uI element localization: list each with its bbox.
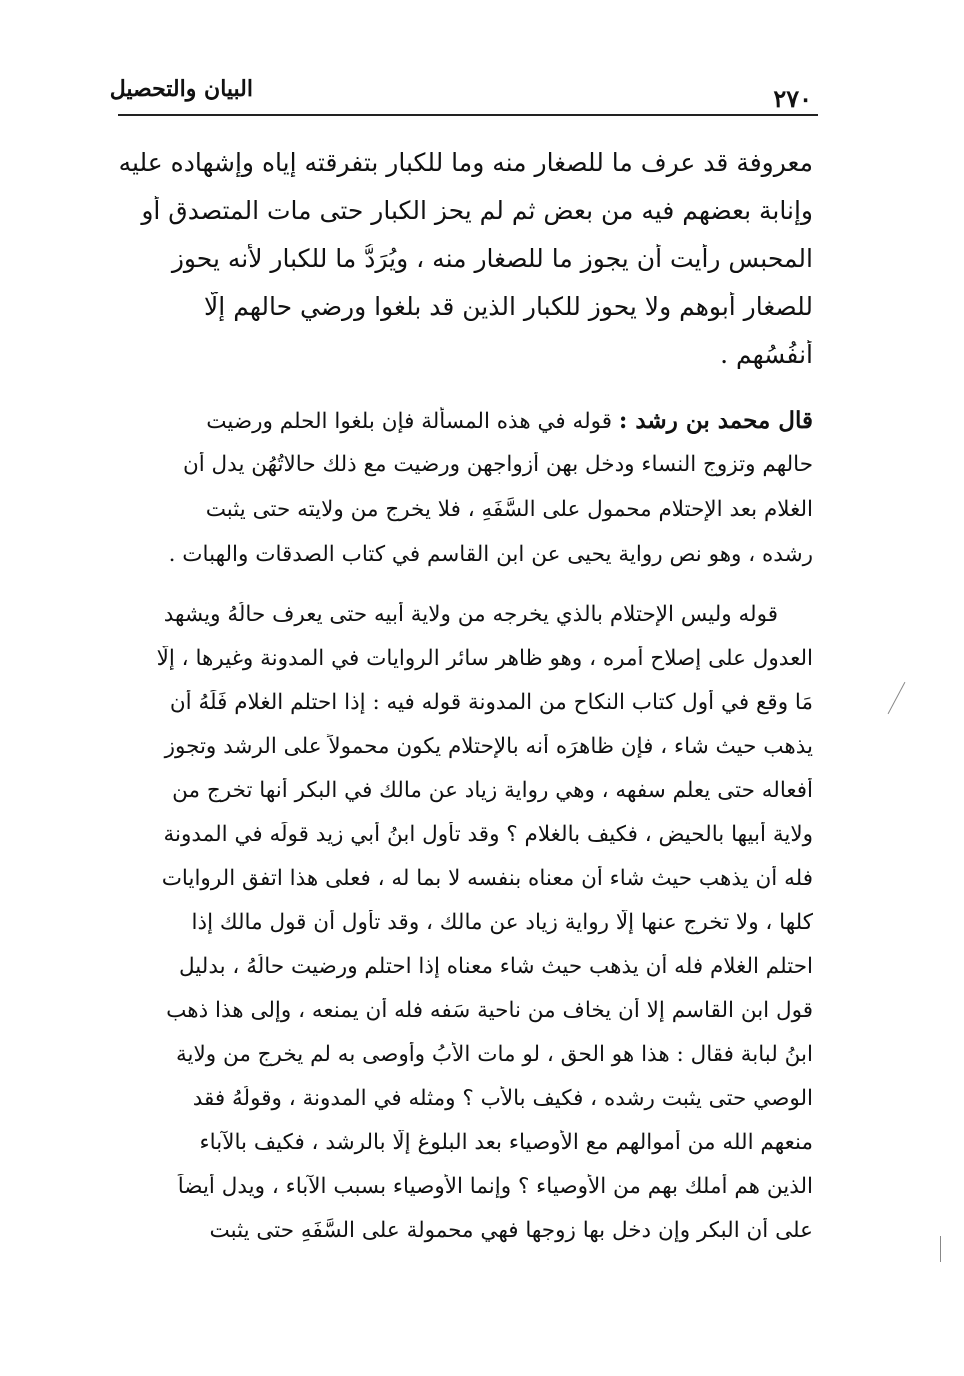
- text-line: منعهم الله من أموالهم مع الأوصياء بعد البلوغ إلّا بالرشد ، فكيف بالآباء: [199, 1130, 813, 1155]
- text-line: يذهب حيث شاء ، فإن ظاهرَه أنه بالإحتلام يكون محمولاً على الرشد وتجوز: [164, 734, 813, 759]
- text-line: مَا وقع في أول كتاب النكاح من المدونة قوله فيه : إذا احتلم الغلام فَلَهُ أن: [169, 690, 813, 715]
- text-line: أنفُسُهم .: [720, 340, 813, 369]
- text-line: أفعاله حتى يعلم سفهه ، وهي رواية زياد عن مالك في البكر أنها تخرج من: [172, 778, 813, 803]
- text-line: الذين هم أملك بهم من الأوصياء ؟ وإنما الأوصياء بسبب الآباء ، ويدل أيضاً: [177, 1174, 813, 1199]
- author-lead: قال محمد بن رشد :: [618, 407, 813, 434]
- text-line: ولاية أبيها بالحيض ، فكيف بالغلام ؟ وقد تأول ابنُ أبي زيد قولَه في المدونة: [163, 822, 813, 847]
- page-number: ٢٧٠: [773, 84, 812, 113]
- text-line: قول ابن القاسم إلا أن يخاف من ناحية سَفه فله أن يمنعه ، وإلى هذا ذهب: [166, 998, 813, 1023]
- header-rule: [118, 114, 818, 116]
- text-line-rest: قوله في هذه المسألة فإن بلغوا الحلم ورضيت: [206, 409, 613, 434]
- text-line: فله أن يذهب حيث شاء أن معناه بنفسه لا بما له ، فعلى هذا اتفق الروايات: [161, 866, 813, 891]
- text-line: الوصي حتى يثبت رشده ، فكيف بالأب ؟ ومثله في المدونة ، وقولُهُ فقد: [192, 1086, 813, 1111]
- text-line: رشده ، وهو نص رواية يحيى عن ابن القاسم في كتاب الصدقات والهبات .: [168, 542, 813, 567]
- text-line: على أن البكر وإن دخل بها زوجها فهي محمولة على السَّفَهِ حتى يثبت: [209, 1218, 813, 1243]
- text-line: العدول على إصلاح أمره ، وهو ظاهر سائر الروايات في المدونة وغيرها ، إلّا: [156, 646, 813, 671]
- text-line: كلها ، ولا تخرج عنها إلّا رواية زياد عن مالك ، وقد تأول أن قول مالك إذا: [191, 910, 813, 935]
- text-line: وإنابة بعضهم فيه من بعض ثم لم يحز الكبار حتى مات المتصدق أو: [141, 196, 813, 225]
- page-header: [109, 70, 818, 118]
- text-line: حالهم وتزوج النساء ودخل بهن أزواجهن ورضيت مع ذلك حالاتُهُن يدل أن: [182, 452, 813, 477]
- text-line: ابنُ لبابة فقال : هذا هو الحق ، لو مات الأبُ وأوصى به لم يخرج من ولاية: [175, 1042, 813, 1067]
- running-title: البيان والتحصيل: [109, 76, 253, 102]
- text-line: للصغار أبوهم ولا يحوز للكبار الذين قد بلغوا ورضي حالهم إلّا: [204, 292, 813, 321]
- scan-mark: [888, 682, 906, 714]
- text-line: [118, 407, 813, 434]
- scan-mark: [940, 1236, 941, 1262]
- text-line: احتلم الغلام فله أن يذهب حيث شاء معناه إذا احتلم ورضيت حالُهُ ، بدليل: [179, 954, 813, 979]
- text-line: معروفة قد عرف ما للصغار منه وما للكبار بتفرقته إياه وإشهاده عليه: [118, 148, 813, 177]
- text-line: قوله وليس الإحتلام بالذي يخرجه من ولاية أبيه حتى يعرف حالُهُ ويشهد: [163, 602, 778, 627]
- text-line: الغلام بعد الإحتلام محمول على السَّفَهِ ، فلا يخرج من ولايته حتى يثبت: [205, 497, 813, 522]
- text-line: المحبس رأيت أن يجوز ما للصغار منه ، ويُرَدُّ ما للكبار لأنه يحوز: [171, 244, 813, 273]
